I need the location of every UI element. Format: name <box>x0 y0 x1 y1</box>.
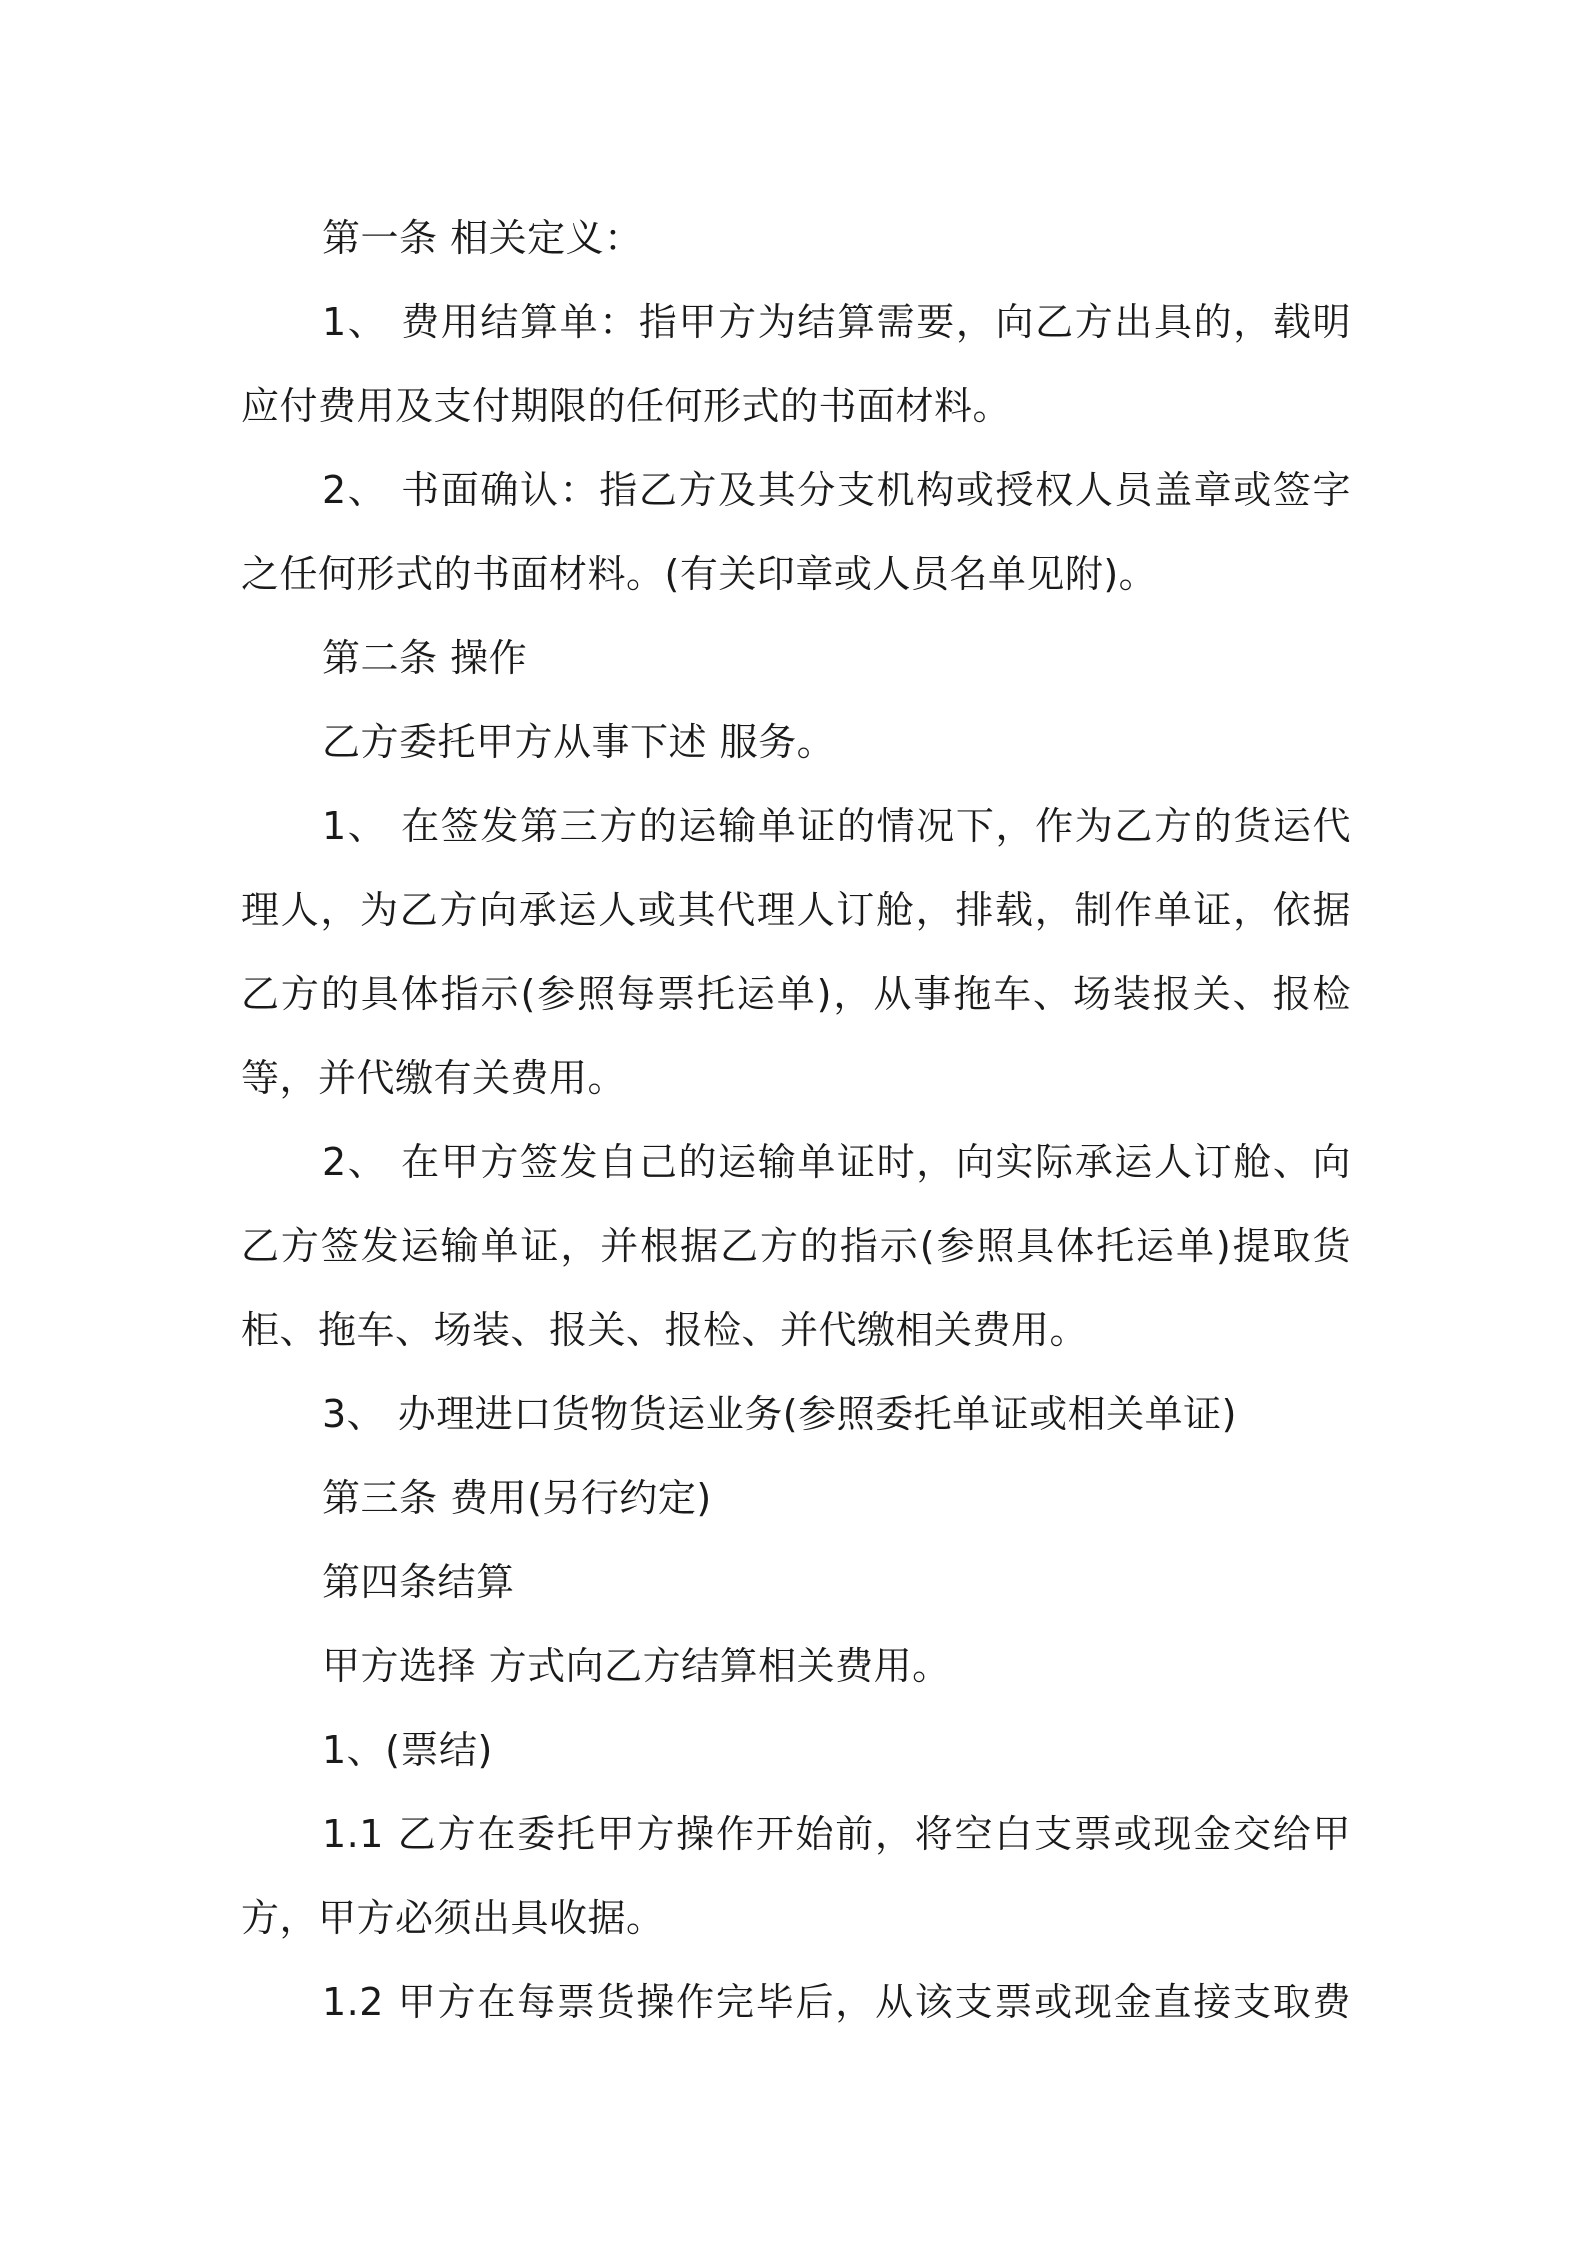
definition-1-line-1: 1、 费用结算单：指甲方为结算需要，向乙方出具的，载明 <box>322 300 1351 344</box>
article-3-heading: 第三条 费用(另行约定) <box>322 1476 712 1520</box>
service-1-line-3: 乙方的具体指示(参照每票托运单)，从事拖车、场装报关、报检 <box>241 972 1351 1016</box>
service-2-line-1: 2、 在甲方签发自己的运输单证时，向实际承运人订舱、向 <box>322 1140 1351 1184</box>
service-1-line-2: 理人，为乙方向承运人或其代理人订舱，排载，制作单证，依据 <box>241 888 1351 932</box>
article-2-heading: 第二条 操作 <box>322 636 528 680</box>
article-4-intro: 甲方选择 方式向乙方结算相关费用。 <box>322 1644 951 1688</box>
service-1-line-4: 等，并代缴有关费用。 <box>241 1056 627 1100</box>
article-4-heading: 第四条结算 <box>322 1560 515 1604</box>
service-2-line-3: 柜、拖车、场装、报关、报检、并代缴相关费用。 <box>241 1308 1089 1352</box>
service-1-line-1: 1、 在签发第三方的运输单证的情况下，作为乙方的货运代 <box>322 804 1351 848</box>
definition-1-line-2: 应付费用及支付期限的任何形式的书面材料。 <box>241 384 1012 428</box>
definition-2-line-1: 2、 书面确认：指乙方及其分支机构或授权人员盖章或签字 <box>322 468 1351 512</box>
clause-1-1-line-2: 方，甲方必须出具收据。 <box>241 1896 665 1940</box>
service-2-line-2: 乙方签发运输单证，并根据乙方的指示(参照具体托运单)提取货 <box>241 1224 1351 1268</box>
article-1-heading: 第一条 相关定义： <box>322 216 643 260</box>
clause-1-2-line-1: 1.2 甲方在每票货操作完毕后，从该支票或现金直接支取费 <box>322 1980 1351 2024</box>
definition-2-line-2: 之任何形式的书面材料。(有关印章或人员名单见附)。 <box>241 552 1158 596</box>
article-2-intro: 乙方委托甲方从事下述 服务。 <box>322 720 836 764</box>
clause-1-1-line-1: 1.1 乙方在委托甲方操作开始前，将空白支票或现金交给甲 <box>322 1812 1351 1856</box>
settlement-1-heading: 1、(票结) <box>322 1728 493 1772</box>
service-3-line-1: 3、 办理进口货物货运业务(参照委托单证或相关单证) <box>322 1392 1237 1436</box>
document-body <box>241 196 1351 2044</box>
